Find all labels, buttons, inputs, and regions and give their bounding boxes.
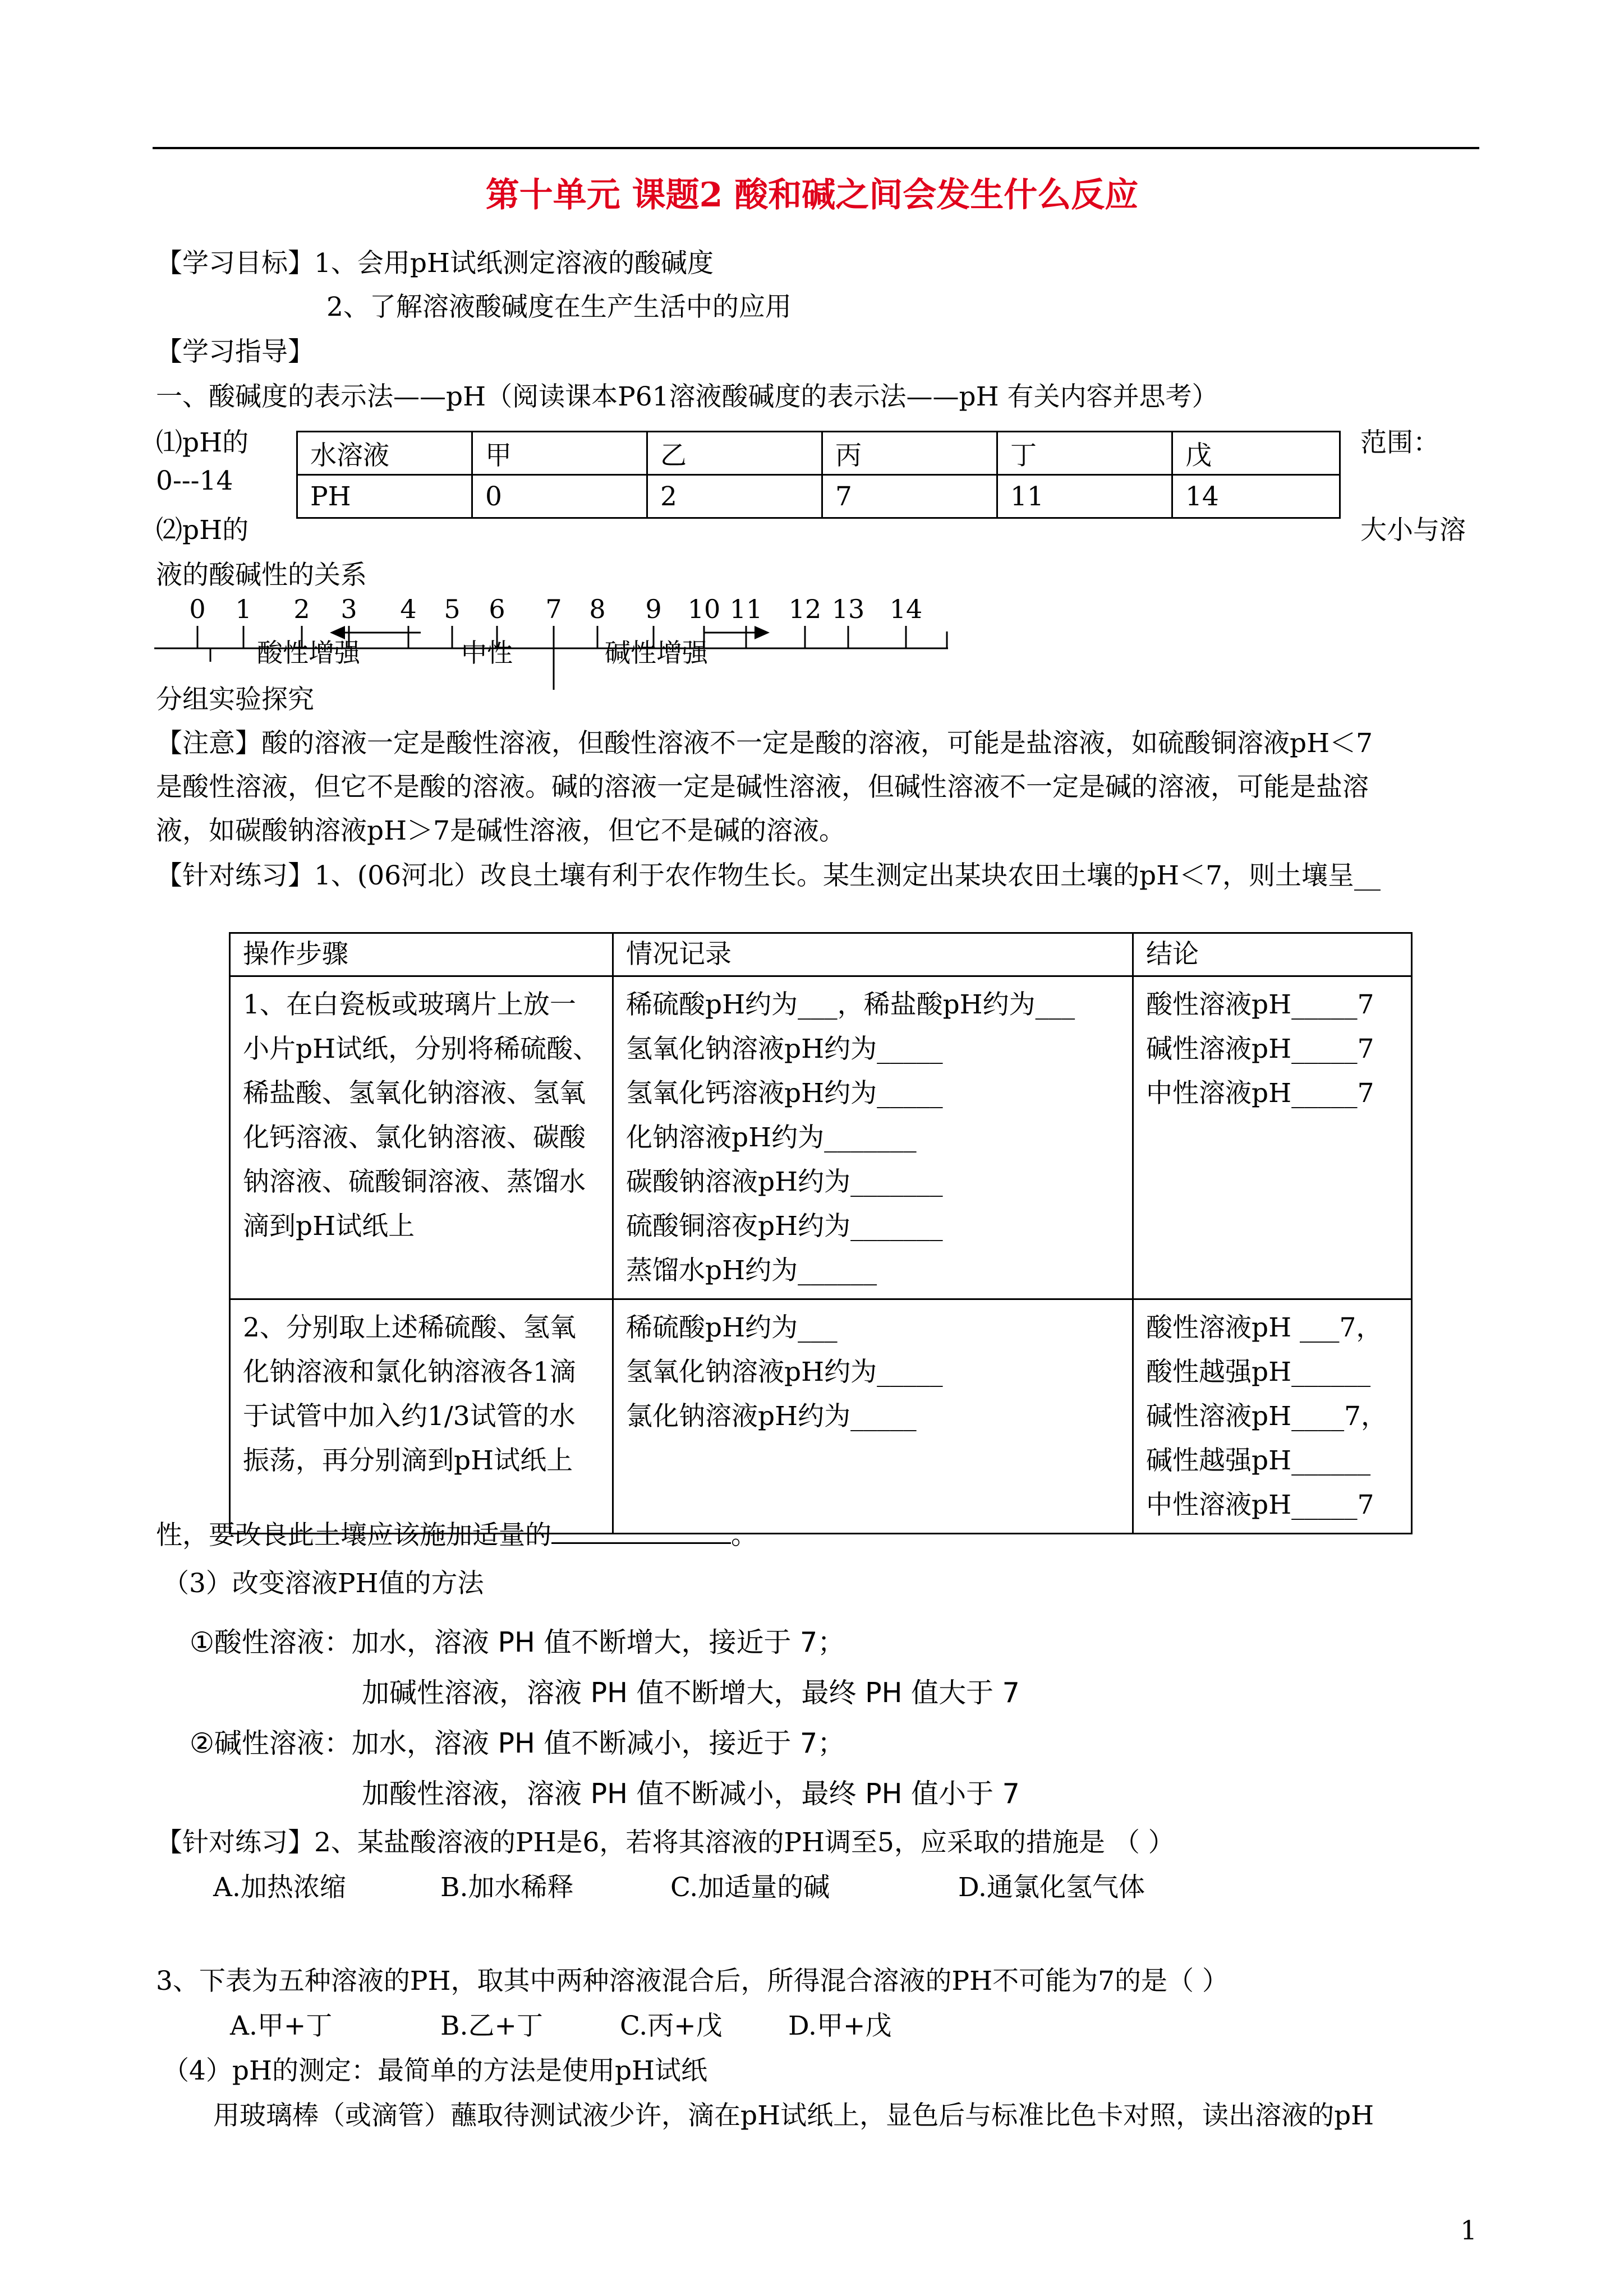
scale-tick-label: 13	[831, 594, 865, 624]
scale-tick-label: 12	[788, 594, 822, 624]
base-label: 碱性增强	[605, 638, 708, 668]
table-cell	[613, 976, 1133, 1299]
learning-guide-heading: 【学习指导】	[156, 336, 314, 367]
record-line: 氯化钠溶液pH约为_____	[626, 1401, 917, 1432]
table-header-cell: 操作步骤	[230, 933, 613, 976]
exercise-2-option-a: A.加热浓缩	[213, 1872, 346, 1903]
scale-tick-label: 10	[687, 594, 721, 624]
table-cell: 2	[647, 475, 822, 518]
section-4-heading: （4）pH的测定：最简单的方法是使用pH试纸	[163, 2055, 708, 2086]
header-rule	[153, 147, 1479, 149]
base-arrow-head	[755, 626, 770, 639]
table-header-cell: 情况记录	[613, 933, 1133, 976]
table-row	[297, 475, 1340, 518]
scale-tick-label: 3	[341, 594, 357, 624]
record-line: 稀硫酸pH约为___，稀盐酸pH约为___	[626, 989, 1075, 1020]
record-line: 硫酸铜溶夜pH约为_______	[626, 1211, 943, 1242]
scale-tick-label: 9	[645, 594, 662, 624]
exercise-3-option-c: C.丙+戊	[620, 2011, 723, 2041]
table-cell	[613, 1299, 1133, 1534]
learning-goal-2: 2、了解溶液酸碱度在生产生活中的应用	[326, 292, 792, 322]
conclusion-line: 中性溶液pH_____7	[1146, 1078, 1374, 1109]
ph-range-label: ⑴pH的	[156, 427, 249, 458]
table-header-cell: 结论	[1133, 933, 1412, 976]
table-cell	[1133, 976, 1412, 1299]
page-title: 第十单元 课题2 酸和碱之间会发生什么反应	[485, 176, 1139, 215]
record-line: 蒸馏水pH约为______	[626, 1255, 877, 1286]
exercise-1-continued	[156, 1514, 757, 1552]
conclusion-line: 酸性越强pH______	[1146, 1357, 1371, 1387]
section-3-heading: （3）改变溶液PH值的方法	[163, 1568, 484, 1599]
table-cell: 甲	[472, 432, 647, 475]
record-line: 化钠溶液pH约为_______	[626, 1122, 917, 1153]
ph-range-label-2: 范围：	[1360, 427, 1439, 458]
scale-tick-label: 2	[293, 594, 310, 624]
conclusion-line: 碱性溶液pH____7，	[1146, 1401, 1387, 1432]
exercise-1-text: 性，要改良此土壤应该施加适量的	[156, 1520, 551, 1551]
table-cell: 0	[472, 475, 647, 518]
table-cell: 戊	[1172, 432, 1340, 475]
conclusion-line: 碱性越强pH______	[1146, 1445, 1371, 1476]
ph-relation-label-2: 大小与溶	[1360, 515, 1466, 546]
section-4-text: 用玻璃棒（或滴管）蘸取待测试液少许，滴在pH试纸上，显色后与标准比色卡对照，读出溶液的pH	[213, 2100, 1374, 2131]
table-row	[230, 976, 1412, 1299]
neutral-label: 中性	[461, 638, 513, 668]
table-cell: PH	[297, 475, 472, 518]
table-cell: 水溶液	[297, 432, 472, 475]
record-line: 氢氧化钠溶液pH约为_____	[626, 1034, 943, 1064]
conclusion-line: 中性溶液pH_____7	[1146, 1490, 1374, 1520]
exercise-3-option-b: B.乙+丁	[440, 2011, 543, 2041]
method-line-1: ①酸性溶液：加水，溶液 PH 值不断增大，接近于 7；	[190, 1626, 845, 1658]
method-line-2: 加碱性溶液，溶液 PH 值不断增大，最终 PH 值大于 7	[362, 1677, 1020, 1709]
table-cell: 乙	[647, 432, 822, 475]
method-line-3: ②碱性溶液：加水，溶液 PH 值不断减小，接近于 7；	[190, 1727, 845, 1759]
exercise-1-period: 。	[731, 1520, 757, 1551]
scale-tick-label: 0	[189, 594, 206, 624]
ph-relation-label-3: 液的酸碱性的关系	[156, 560, 367, 591]
scale-tick-label: 11	[729, 594, 763, 624]
scale-tick-label: 7	[545, 594, 562, 624]
table-cell: 7	[822, 475, 997, 518]
exercise-3-option-d: D.甲+戊	[788, 2011, 892, 2041]
section-1-heading: 一、酸碱度的表示法——pH（阅读课本P61溶液酸碱度的表示法——pH 有关内容并思考）	[156, 381, 1218, 412]
exercise-2-option-b: B.加水稀释	[440, 1872, 574, 1903]
experiment-table	[229, 932, 1413, 1534]
record-line: 氢氧化钙溶液pH约为_____	[626, 1078, 943, 1109]
ph-range-value: 0---14	[156, 465, 233, 496]
table-cell	[1133, 1299, 1412, 1534]
table-cell: 2、分别取上述稀硫酸、氢氧化钠溶液和氯化钠溶液各1滴于试管中加入约1/3试管的水振荡，再分别滴到pH试纸上	[230, 1299, 613, 1534]
table-cell: 丙	[822, 432, 997, 475]
acid-label: 酸性增强	[257, 638, 360, 668]
page-number: 1	[1460, 2215, 1477, 2246]
scale-tick-label: 14	[889, 594, 923, 624]
conclusion-line: 酸性溶液pH_____7	[1146, 989, 1374, 1020]
exercise-2: 【针对练习】2、某盐酸溶液的PH是6，若将其溶液的PH调至5，应采取的措施是 （ ）	[156, 1827, 1175, 1858]
answer-blank	[551, 1520, 731, 1544]
scale-tick-label: 8	[589, 594, 606, 624]
method-line-4: 加酸性溶液，溶液 PH 值不断减小，最终 PH 值小于 7	[362, 1778, 1020, 1810]
learning-goal-1: 【学习目标】1、会用pH试纸测定溶液的酸碱度	[156, 248, 714, 279]
note-line-3: 液，如碳酸钠溶液pH＞7是碱性溶液，但它不是碱的溶液。	[156, 815, 845, 846]
note-line-1: 【注意】酸的溶液一定是酸性溶液，但酸性溶液不一定是酸的溶液，可能是盐溶液，如硫酸铜溶液pH＜7	[156, 728, 1373, 759]
scale-tick-label: 4	[400, 594, 417, 624]
table-cell: 14	[1172, 475, 1340, 518]
table-row	[230, 1299, 1412, 1534]
scale-tick-label: 5	[444, 594, 461, 624]
exercise-3: 3、下表为五种溶液的PH，取其中两种溶液混合后，所得混合溶液的PH不可能为7的是（ ）	[156, 1966, 1229, 1997]
exercise-1: 【针对练习】1、(06河北）改良土壤有利于农作物生长。某生测定出某块农田土壤的pH＜7，则土壤呈__	[156, 860, 1381, 891]
note-line-2: 是酸性溶液，但它不是酸的溶液。碱的溶液一定是碱性溶液，但碱性溶液不一定是碱的溶液，可能是盐溶	[156, 772, 1369, 803]
conclusion-line: 酸性溶液pH ___7，	[1146, 1312, 1383, 1343]
record-line: 碳酸钠溶液pH约为_______	[626, 1167, 943, 1197]
record-line: 氢氧化钠溶液pH约为_____	[626, 1357, 943, 1387]
ph-relation-label: ⑵pH的	[156, 515, 249, 546]
table-row	[297, 432, 1340, 475]
table-cell: 11	[997, 475, 1172, 518]
record-line: 稀硫酸pH约为___	[626, 1312, 838, 1343]
table-cell: 丁	[997, 432, 1172, 475]
group-experiment-label: 分组实验探究	[156, 684, 314, 715]
exercise-3-option-a: A.甲+丁	[230, 2011, 333, 2041]
exercise-2-option-d: D.通氯化氢气体	[958, 1872, 1145, 1903]
table-cell: 1、在白瓷板或玻璃片上放一小片pH试纸，分别将稀硫酸、稀盐酸、氢氧化钠溶液、氢氧化钙溶液、氯化钠溶液、碳酸钠溶液、硫酸铜溶液、蒸馏水滴到pH试纸上	[230, 976, 613, 1299]
conclusion-line: 碱性溶液pH_____7	[1146, 1034, 1374, 1064]
scale-tick-label: 6	[489, 594, 505, 624]
ph-sample-table	[296, 431, 1341, 519]
table-row	[230, 933, 1412, 976]
exercise-2-option-c: C.加适量的碱	[670, 1872, 830, 1903]
scale-tick-label: 1	[235, 594, 252, 624]
